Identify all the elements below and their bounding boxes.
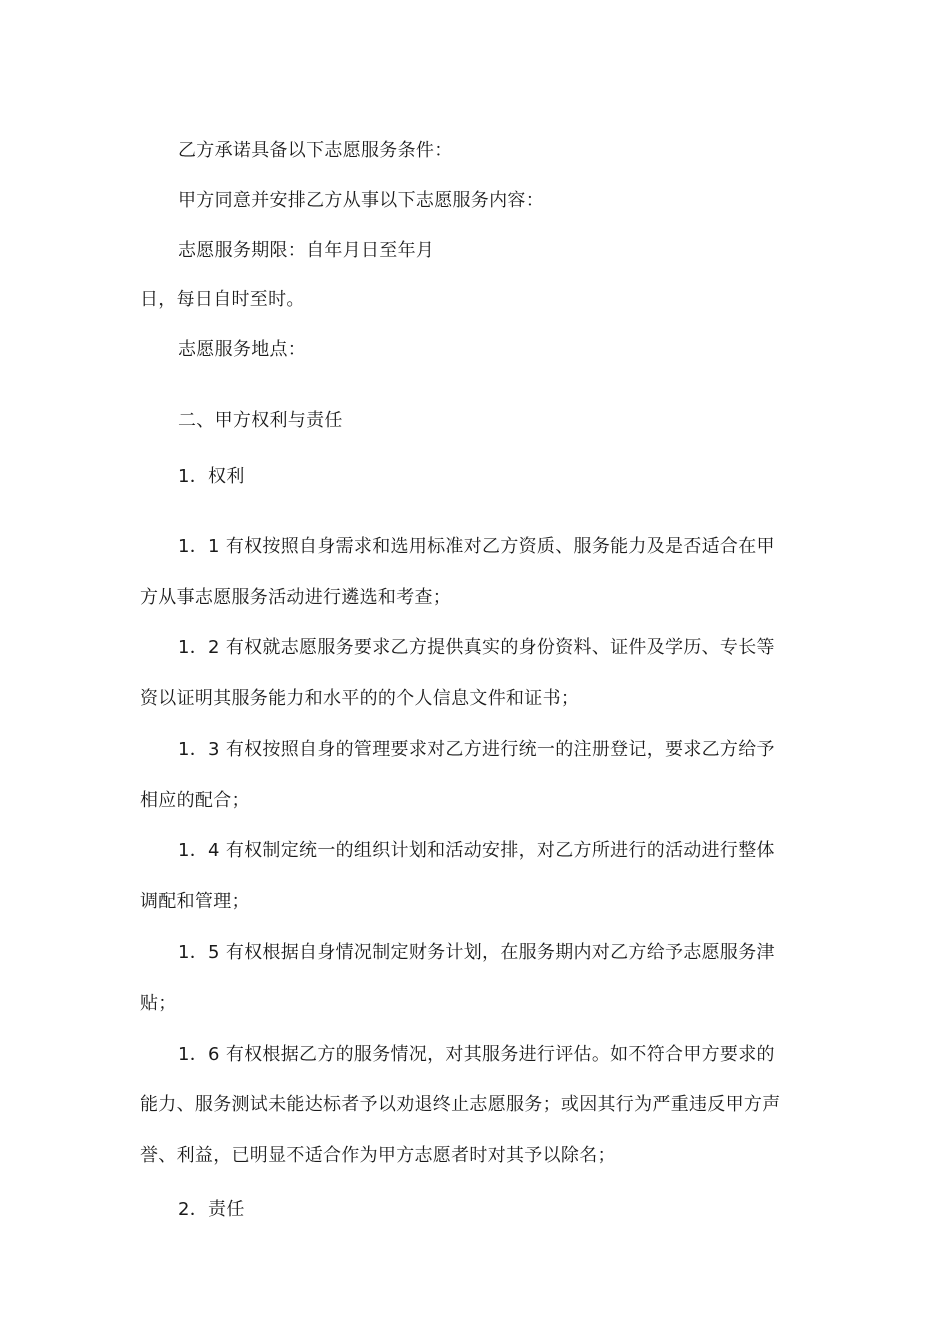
paragraph-line: 志愿服务期限：自年月日至年月 (178, 240, 435, 261)
paragraph-line: 1．6 有权根据乙方的服务情况，对其服务进行评估。如不符合甲方要求的 (178, 1044, 775, 1065)
subsection-heading: 2．责任 (178, 1199, 245, 1220)
paragraph-line: 贴； (140, 993, 177, 1014)
paragraph-line: 日，每日自时至时。 (140, 289, 305, 310)
paragraph-line: 资以证明其服务能力和水平的的个人信息文件和证书； (140, 688, 580, 709)
paragraph-line: 1．3 有权按照自身的管理要求对乙方进行统一的注册登记，要求乙方给予 (178, 739, 775, 760)
paragraph-line: 1．4 有权制定统一的组织计划和活动安排，对乙方所进行的活动进行整体 (178, 840, 775, 861)
paragraph-line: 1．1 有权按照自身需求和选用标准对乙方资质、服务能力及是否适合在甲 (178, 536, 775, 557)
section-heading: 二、甲方权利与责任 (178, 410, 343, 431)
paragraph-line: 乙方承诺具备以下志愿服务条件： (178, 140, 453, 161)
paragraph-line: 相应的配合； (140, 790, 250, 811)
paragraph-line: 调配和管理； (140, 891, 250, 912)
subsection-heading: 1．权利 (178, 466, 245, 487)
paragraph-line: 誉、利益，已明显不适合作为甲方志愿者时对其予以除名； (140, 1145, 616, 1166)
paragraph-line: 1．5 有权根据自身情况制定财务计划，在服务期内对乙方给予志愿服务津 (178, 942, 775, 963)
paragraph-line: 甲方同意并安排乙方从事以下志愿服务内容： (178, 190, 544, 211)
paragraph-line: 能力、服务测试未能达标者予以劝退终止志愿服务；或因其行为严重违反甲方声 (140, 1094, 781, 1115)
paragraph-line: 1．2 有权就志愿服务要求乙方提供真实的身份资料、证件及学历、专长等 (178, 637, 775, 658)
paragraph-line: 志愿服务地点： (178, 339, 307, 360)
paragraph-line: 方从事志愿服务活动进行遴选和考查； (140, 587, 452, 608)
